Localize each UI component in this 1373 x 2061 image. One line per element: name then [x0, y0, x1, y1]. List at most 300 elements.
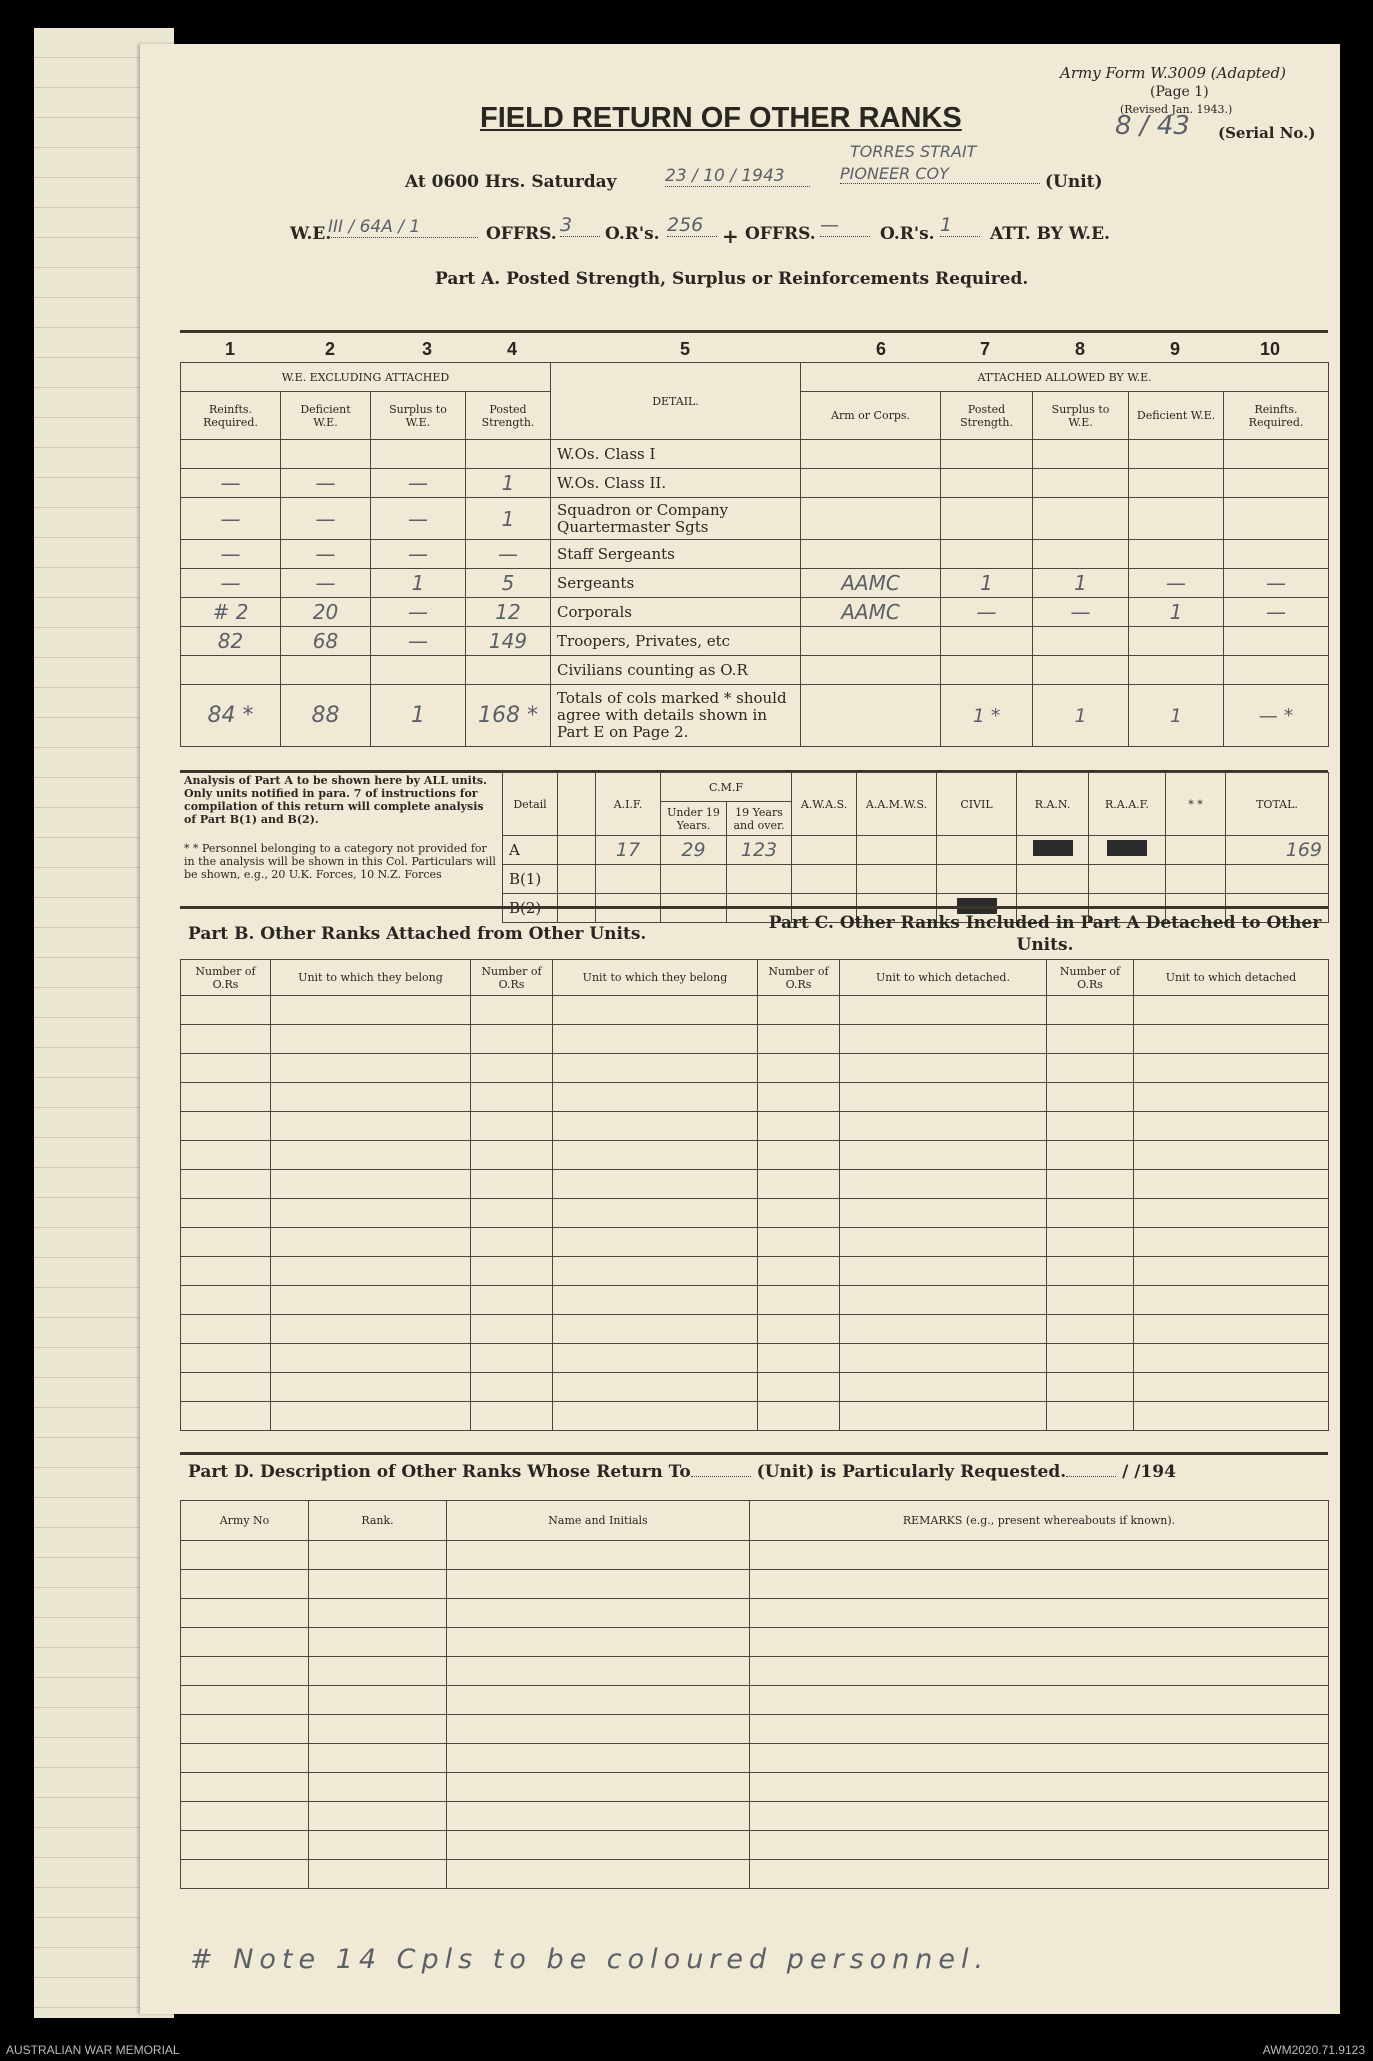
part-bc-cell: [553, 1286, 758, 1315]
row-cell-c2: —: [281, 469, 371, 498]
part-bc-cell: [471, 1402, 553, 1431]
row-cell-c2: —: [281, 540, 371, 569]
part-d-row: [181, 1570, 1329, 1599]
ors2-value: 1: [940, 214, 980, 237]
row-cell-c4: [466, 656, 551, 685]
part-bc-cell: [1134, 1083, 1329, 1112]
serial-label: (Serial No.): [1218, 124, 1316, 142]
offrs2-label: OFFRS.: [745, 224, 816, 244]
part-bc-cell: [1047, 996, 1134, 1025]
part-bc-cell: [553, 1257, 758, 1286]
part-bc-cell: [553, 1199, 758, 1228]
part-bc-cell: [271, 1199, 471, 1228]
row-cell-c6: AAMC: [801, 598, 941, 627]
part-bc-cell: [271, 1373, 471, 1402]
row-cell-c2: [281, 440, 371, 469]
part-d-cell: [447, 1831, 750, 1860]
over-19-value: 123: [727, 836, 792, 865]
part-bc-cell: [840, 1083, 1047, 1112]
part-bc-cell: [271, 1170, 471, 1199]
part-bc-cell: [1047, 1286, 1134, 1315]
part-bc-cell: [840, 1344, 1047, 1373]
part-bc-cell: [181, 1054, 271, 1083]
footer-right: AWM2020.71.9123: [1262, 2043, 1365, 2057]
part-d-cell: [309, 1860, 447, 1889]
cmf-header: C.M.F: [661, 773, 792, 802]
part-d-row: [181, 1628, 1329, 1657]
part-bc-cell: [1047, 1315, 1134, 1344]
col-number-7: 7: [980, 339, 991, 359]
part-bc-cell: [1047, 1083, 1134, 1112]
row-cell-c8: [1033, 498, 1129, 540]
row-cell-c4: 5: [466, 569, 551, 598]
ors-label: O.R's.: [605, 224, 660, 244]
total-header: TOTAL.: [1226, 773, 1329, 836]
serial-value: 8 / 43: [1115, 111, 1190, 141]
part-a-row: [181, 598, 1329, 627]
row-cell-c7: 1: [941, 569, 1033, 598]
row-cell-c9: [1129, 440, 1224, 469]
part-bc-row: [181, 1228, 1329, 1257]
row-cell-c1: [181, 656, 281, 685]
row-cell-c1: —: [181, 469, 281, 498]
row-cell-c3: —: [371, 627, 466, 656]
part-bc-row: [181, 1286, 1329, 1315]
part-d-row: [181, 1744, 1329, 1773]
row-cell-c8: [1033, 469, 1129, 498]
part-d-cell: [447, 1715, 750, 1744]
part-bc-cell: [271, 1344, 471, 1373]
we-value: III / 64A / 1: [328, 217, 478, 238]
col-number-9: 9: [1170, 339, 1181, 359]
part-bc-cell: [271, 1228, 471, 1257]
part-d-cell: [309, 1773, 447, 1802]
part-bc-cell: [471, 1025, 553, 1054]
row-cell-c7: [941, 498, 1033, 540]
part-d-cell: [447, 1570, 750, 1599]
part-bc-row: [181, 1257, 1329, 1286]
part-bc-cell: [181, 1112, 271, 1141]
part-d-cell: [309, 1570, 447, 1599]
part-bc-cell: [1047, 1344, 1134, 1373]
part-bc-cell: [553, 1228, 758, 1257]
part-bc-cell: [758, 1257, 840, 1286]
analysis-blank-header: [558, 773, 596, 836]
part-d-cell: [447, 1686, 750, 1715]
row-cell-c3: —: [371, 498, 466, 540]
att-deficient-header: Deficient W.E.: [1129, 392, 1224, 440]
row-cell-c9: [1129, 498, 1224, 540]
under-19-value: 29: [661, 836, 727, 865]
part-bc-cell: [758, 1025, 840, 1054]
part-d-rule: [180, 1452, 1328, 1455]
part-bc-cell: [758, 1199, 840, 1228]
part-bc-cell: [758, 1315, 840, 1344]
part-d-cell: [447, 1628, 750, 1657]
row-cell-c2: —: [281, 569, 371, 598]
row-cell-c4: —: [466, 540, 551, 569]
part-bc-cell: [471, 1257, 553, 1286]
part-bc-cell: [758, 996, 840, 1025]
part-d-row: [181, 1715, 1329, 1744]
part-bc-cell: [471, 1112, 553, 1141]
analysis-table: [502, 772, 1329, 923]
part-bc-cell: [840, 1257, 1047, 1286]
total-arm: [801, 685, 941, 747]
part-d-cell: [447, 1599, 750, 1628]
row-cell-c10: [1224, 440, 1329, 469]
analysis-row-label: B(2): [503, 894, 558, 923]
part-d-cell: [447, 1860, 750, 1889]
other-category-header: * *: [1166, 773, 1226, 836]
total-att-surplus: 1: [1033, 685, 1129, 747]
part-bc-cell: [271, 1402, 471, 1431]
analysis-row-label: B(1): [503, 865, 558, 894]
offrs-label: OFFRS.: [486, 224, 557, 244]
part-bc-cell: [181, 996, 271, 1025]
raaf-redaction: [1107, 840, 1147, 856]
row-cell-c7: [941, 540, 1033, 569]
part-d-cell: [750, 1541, 1329, 1570]
part-d-cell: [447, 1773, 750, 1802]
part-bc-cell: [1047, 1402, 1134, 1431]
part-d-cell: [750, 1831, 1329, 1860]
offrs-value: 3: [560, 214, 600, 237]
part-bc-cell: [758, 1054, 840, 1083]
totals-detail: Totals of cols marked * should agree with details shown in Part E on Page 2.: [551, 685, 801, 747]
part-bc-cell: [1134, 1054, 1329, 1083]
part-d-cell: [181, 1570, 309, 1599]
col-number-10: 10: [1260, 339, 1281, 359]
row-cell-c3: —: [371, 540, 466, 569]
page-title: FIELD RETURN OF OTHER RANKS: [480, 102, 962, 134]
row-cell-c2: —: [281, 498, 371, 540]
part-d-cell: [309, 1715, 447, 1744]
row-cell-c4: [466, 440, 551, 469]
aif-header: A.I.F.: [596, 773, 661, 836]
part-bc-cell: [471, 1373, 553, 1402]
part-d-cell: [750, 1570, 1329, 1599]
part-bc-cell: [471, 1315, 553, 1344]
row-cell-c1: —: [181, 498, 281, 540]
row-cell-c8: —: [1033, 598, 1129, 627]
part-bc-cell: [271, 1257, 471, 1286]
row-cell-c7: [941, 469, 1033, 498]
part-d-cell: [181, 1541, 309, 1570]
row-cell-c6: [801, 498, 941, 540]
part-a-row: [181, 440, 1329, 469]
part-d-row: [181, 1541, 1329, 1570]
part-bc-cell: [1047, 1199, 1134, 1228]
part-d-cell: [750, 1686, 1329, 1715]
row-detail: W.Os. Class II.: [551, 469, 801, 498]
part-bc-cell: [1047, 1112, 1134, 1141]
over-19-header: 19 Years and over.: [727, 802, 792, 836]
part-bc-cell: [271, 1141, 471, 1170]
part-bc-cell: [1134, 1402, 1329, 1431]
part-bc-cell: [181, 1286, 271, 1315]
part-bc-cell: [553, 1025, 758, 1054]
part-d-cell: [181, 1802, 309, 1831]
page-number: (Page 1): [1150, 84, 1209, 100]
part-bc-cell: [1134, 1170, 1329, 1199]
part-d-title-mid: (Unit) is Particularly Requested.: [756, 1462, 1067, 1482]
awas-header: A.W.A.S.: [792, 773, 857, 836]
name-initials-header: Name and Initials: [447, 1501, 750, 1541]
row-cell-c10: [1224, 498, 1329, 540]
part-d-cell: [750, 1744, 1329, 1773]
part-d-cell: [750, 1657, 1329, 1686]
part-bc-row: [181, 1054, 1329, 1083]
part-d-row: [181, 1657, 1329, 1686]
part-d-cell: [309, 1802, 447, 1831]
row-cell-c9: —: [1129, 569, 1224, 598]
rank-header: Rank.: [309, 1501, 447, 1541]
part-b-number-header: Number of O.Rs: [181, 960, 271, 996]
row-cell-c1: [181, 440, 281, 469]
row-cell-c10: [1224, 627, 1329, 656]
part-c-number-header-2: Number of O.Rs: [1047, 960, 1134, 996]
part-bc-cell: [840, 1373, 1047, 1402]
handwritten-note: # Note 14 Cpls to be coloured personnel.: [190, 1944, 990, 1975]
part-bc-cell: [1134, 1141, 1329, 1170]
row-cell-c1: —: [181, 569, 281, 598]
part-bc-row: [181, 1373, 1329, 1402]
analysis-row-label: A: [503, 836, 558, 865]
part-bc-row: [181, 1199, 1329, 1228]
part-d-cell: [750, 1773, 1329, 1802]
part-bc-cell: [1134, 1112, 1329, 1141]
row-cell-c1: 82: [181, 627, 281, 656]
part-bc-cell: [471, 1083, 553, 1112]
part-bc-cell: [1047, 1025, 1134, 1054]
part-d-row: [181, 1802, 1329, 1831]
row-cell-c8: [1033, 540, 1129, 569]
part-bc-row: [181, 1025, 1329, 1054]
aamws-header: A.A.M.W.S.: [857, 773, 937, 836]
part-d-cell: [309, 1599, 447, 1628]
ors2-label: O.R's.: [880, 224, 935, 244]
row-cell-c6: [801, 540, 941, 569]
part-d-title-end: / /194: [1122, 1462, 1176, 1482]
row-cell-c4: 1: [466, 498, 551, 540]
part-d-cell: [309, 1686, 447, 1715]
part-d-row: [181, 1831, 1329, 1860]
att-reinfts-header: Reinfts. Required.: [1224, 392, 1329, 440]
row-cell-c6: AAMC: [801, 569, 941, 598]
row-cell-c2: [281, 656, 371, 685]
part-d-cell: [309, 1744, 447, 1773]
part-d-cell: [447, 1657, 750, 1686]
part-c-unit-header-2: Unit to which detached: [1134, 960, 1329, 996]
part-a-row: [181, 498, 1329, 540]
part-d-date-blank: [1066, 1476, 1116, 1477]
part-d-cell: [181, 1773, 309, 1802]
ors-value: 256: [667, 214, 717, 237]
part-bc-cell: [1134, 1315, 1329, 1344]
part-d-cell: [447, 1802, 750, 1831]
part-bc-row: [181, 1141, 1329, 1170]
col-number-1: 1: [225, 339, 236, 359]
part-bc-cell: [471, 996, 553, 1025]
row-cell-c8: [1033, 627, 1129, 656]
civil-header: CIVIL: [937, 773, 1017, 836]
part-d-title-row: [188, 1462, 1176, 1482]
part-b-title: Part B. Other Ranks Attached from Other Units.: [188, 924, 647, 944]
part-bc-cell: [181, 1315, 271, 1344]
part-a-row: [181, 469, 1329, 498]
footer-bar: [0, 2040, 1373, 2061]
part-bc-cell: [181, 1373, 271, 1402]
part-bc-cell: [553, 996, 758, 1025]
deficient-we-header: Deficient W.E.: [281, 392, 371, 440]
part-bc-cell: [471, 1228, 553, 1257]
part-bc-rule: [180, 906, 1328, 909]
analysis-detail-header: Detail: [503, 773, 558, 836]
row-cell-c4: 1: [466, 469, 551, 498]
part-bc-cell: [471, 1344, 553, 1373]
part-d-cell: [750, 1802, 1329, 1831]
part-bc-cell: [758, 1083, 840, 1112]
part-bc-cell: [181, 1344, 271, 1373]
part-d-cell: [181, 1657, 309, 1686]
part-d-rows: [181, 1541, 1329, 1889]
col-number-8: 8: [1075, 339, 1086, 359]
total-posted: 168 *: [466, 685, 551, 747]
part-bc-cell: [181, 1170, 271, 1199]
col-number-6: 6: [876, 339, 887, 359]
arm-corps-header: Arm or Corps.: [801, 392, 941, 440]
row-cell-c9: [1129, 469, 1224, 498]
total-att-reinfts: — *: [1224, 685, 1329, 747]
row-cell-c3: —: [371, 598, 466, 627]
row-cell-c7: —: [941, 598, 1033, 627]
raaf-header: R.A.A.F.: [1089, 773, 1166, 836]
row-detail: W.Os. Class I: [551, 440, 801, 469]
row-detail: Corporals: [551, 598, 801, 627]
part-bc-cell: [1134, 1199, 1329, 1228]
part-bc-cell: [758, 1141, 840, 1170]
row-detail: Staff Sergeants: [551, 540, 801, 569]
row-cell-c7: [941, 440, 1033, 469]
part-bc-cell: [1047, 1054, 1134, 1083]
part-bc-row: [181, 1402, 1329, 1431]
row-cell-c8: [1033, 656, 1129, 685]
analysis-note-2: * * Personnel belonging to a category not provided for in the analysis will be shown in this Col. Particulars will be shown, e.g., 20 U.K. Forces, 10 N.Z. Forces: [184, 842, 496, 881]
part-d-cell: [750, 1715, 1329, 1744]
part-c-title: Part C. Other Ranks Included in Part A Detached to Other Units.: [768, 913, 1322, 955]
return-date: 23 / 10 / 1943: [665, 166, 810, 187]
part-bc-cell: [553, 1315, 758, 1344]
part-bc-cell: [271, 1315, 471, 1344]
part-bc-cell: [471, 1141, 553, 1170]
row-cell-c3: [371, 656, 466, 685]
part-bc-cell: [758, 1170, 840, 1199]
part-c-unit-header: Unit to which detached.: [840, 960, 1047, 996]
form-code: Army Form W.3009 (Adapted): [1060, 64, 1286, 82]
part-bc-cell: [1134, 1373, 1329, 1402]
plus-sign: +: [722, 224, 739, 248]
total-deficient: 88: [281, 685, 371, 747]
army-no-header: Army No: [181, 1501, 309, 1541]
unit-label: (Unit): [1045, 172, 1103, 192]
part-d-cell: [181, 1599, 309, 1628]
row-cell-c10: —: [1224, 598, 1329, 627]
part-bc-cell: [1047, 1141, 1134, 1170]
part-b-unit-header-2: Unit to which they belong: [553, 960, 758, 996]
part-a-rows: [181, 440, 1329, 685]
row-cell-c10: [1224, 656, 1329, 685]
part-bc-cell: [1134, 1286, 1329, 1315]
part-bc-cell: [271, 996, 471, 1025]
part-bc-cell: [553, 1083, 758, 1112]
part-bc-table: [180, 959, 1329, 1431]
we-label: W.E.: [290, 224, 332, 244]
part-bc-cell: [840, 1315, 1047, 1344]
total-surplus: 1: [371, 685, 466, 747]
part-bc-cell: [758, 1286, 840, 1315]
row-cell-c6: [801, 656, 941, 685]
part-d-cell: [181, 1831, 309, 1860]
unit-line-1: TORRES STRAIT: [850, 142, 977, 161]
row-cell-c9: 1: [1129, 598, 1224, 627]
row-cell-c9: [1129, 540, 1224, 569]
part-bc-cell: [1047, 1257, 1134, 1286]
row-cell-c6: [801, 469, 941, 498]
total-reinfts: 84 *: [181, 685, 281, 747]
part-bc-cell: [1134, 1228, 1329, 1257]
part-bc-cell: [553, 1170, 758, 1199]
under-19-header: Under 19 Years.: [661, 802, 727, 836]
row-cell-c1: —: [181, 540, 281, 569]
part-d-cell: [181, 1628, 309, 1657]
part-d-cell: [181, 1860, 309, 1889]
part-bc-cell: [181, 1025, 271, 1054]
part-d-cell: [181, 1715, 309, 1744]
part-bc-cell: [271, 1025, 471, 1054]
row-cell-c2: 20: [281, 598, 371, 627]
part-d-cell: [750, 1860, 1329, 1889]
col-number-5: 5: [680, 339, 691, 359]
part-bc-cell: [840, 1228, 1047, 1257]
row-cell-c3: [371, 440, 466, 469]
row-cell-c9: [1129, 627, 1224, 656]
part-d-table: [180, 1500, 1329, 1889]
part-bc-cell: [553, 1054, 758, 1083]
row-detail: Squadron or Company Quartermaster Sgts: [551, 498, 801, 540]
we-excluding-attached-header: W.E. EXCLUDING ATTACHED: [181, 363, 551, 392]
part-bc-cell: [471, 1199, 553, 1228]
part-bc-cell: [553, 1402, 758, 1431]
remarks-header: REMARKS (e.g., present whereabouts if known).: [750, 1501, 1329, 1541]
part-bc-cell: [840, 1112, 1047, 1141]
row-detail: Sergeants: [551, 569, 801, 598]
part-bc-cell: [271, 1286, 471, 1315]
part-a-row: [181, 627, 1329, 656]
part-bc-cell: [758, 1344, 840, 1373]
part-bc-cell: [758, 1373, 840, 1402]
revised-date: (Revised Jan. 1943.): [1120, 103, 1233, 116]
part-bc-cell: [758, 1402, 840, 1431]
row-cell-c3: 1: [371, 569, 466, 598]
part-b-unit-header: Unit to which they belong: [271, 960, 471, 996]
part-bc-cell: [840, 996, 1047, 1025]
part-bc-cell: [840, 1025, 1047, 1054]
analysis-row-a: [503, 836, 1329, 865]
part-bc-cell: [1047, 1170, 1134, 1199]
att-by-we-label: ATT. BY W.E.: [990, 224, 1110, 244]
part-bc-cell: [181, 1141, 271, 1170]
